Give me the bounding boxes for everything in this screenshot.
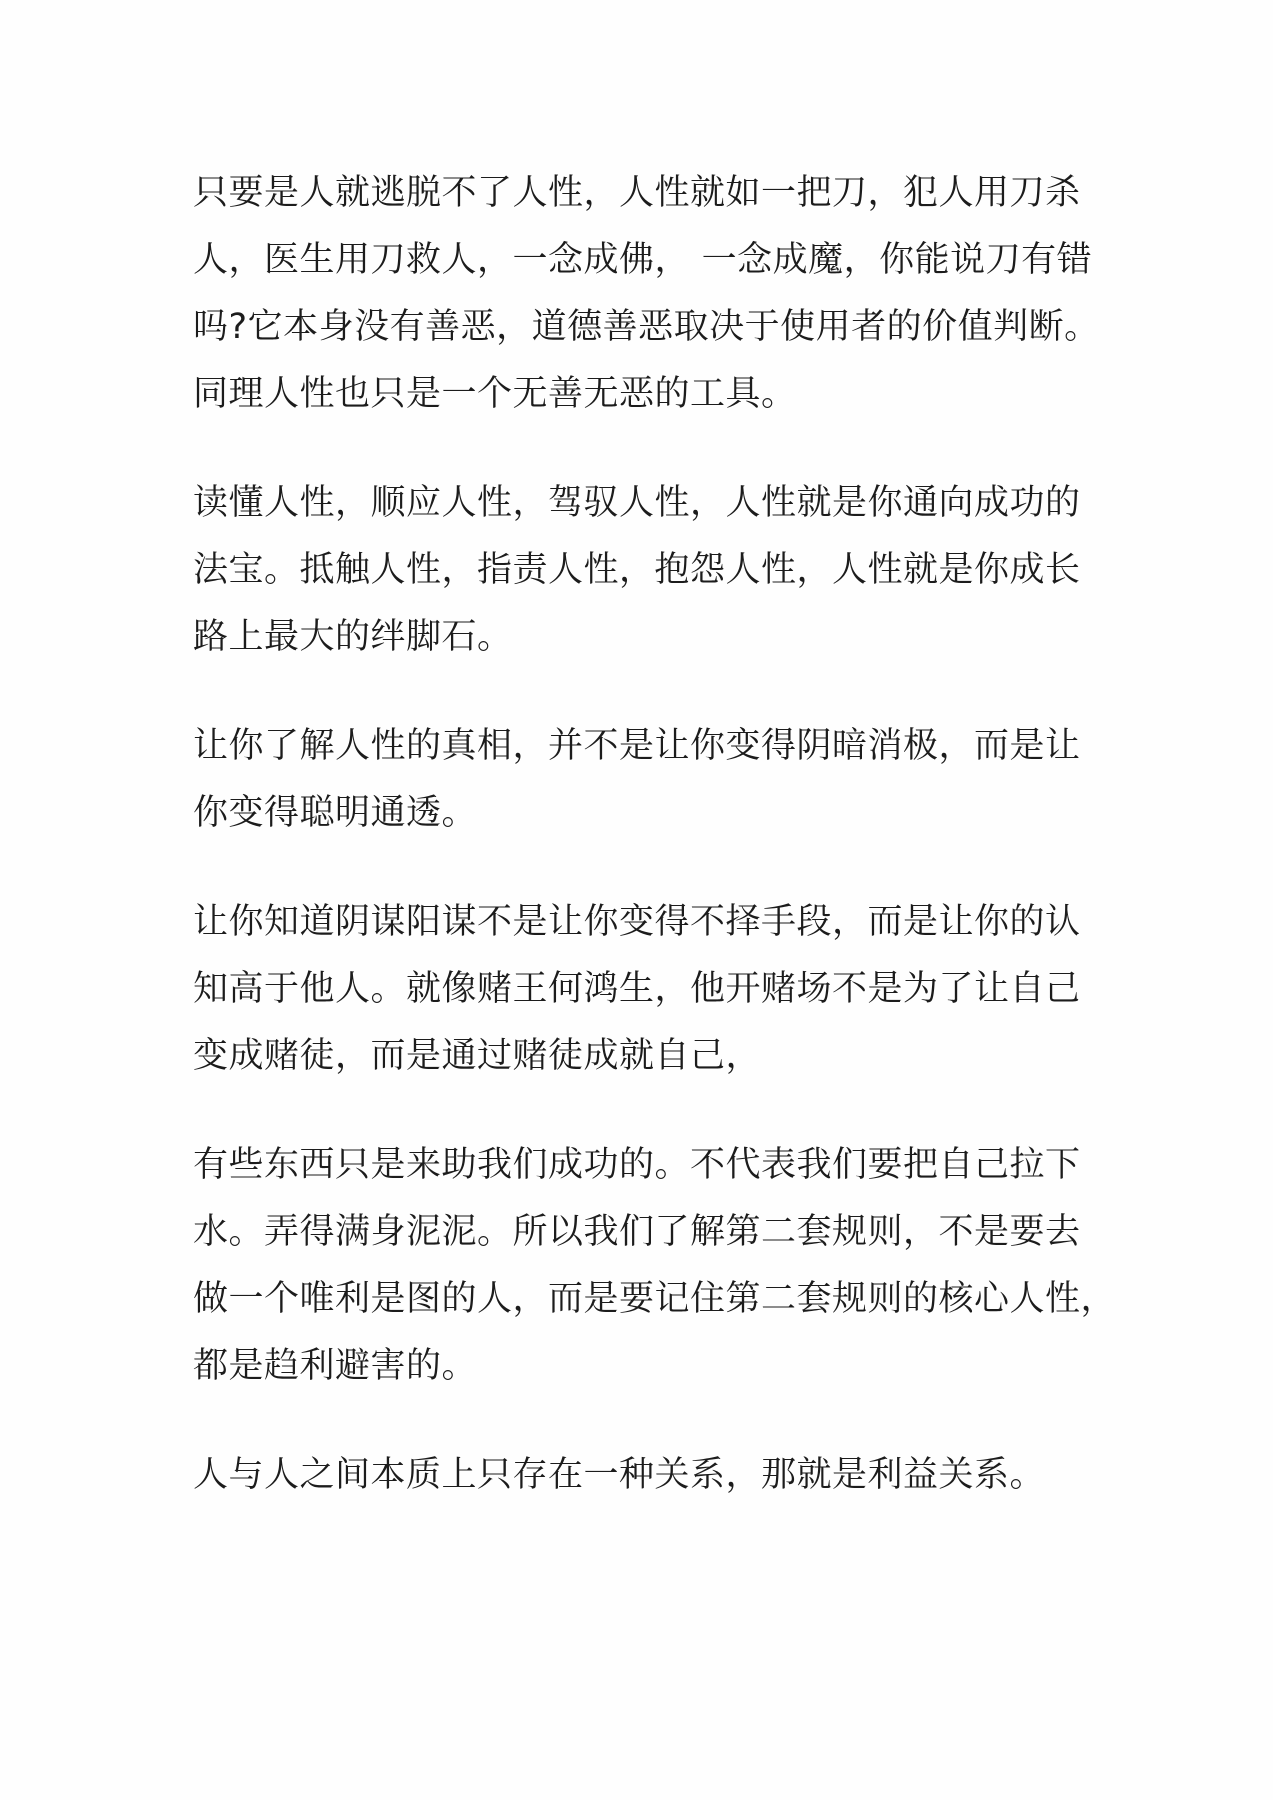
text-line: 读懂人性，顺应人性，驾驭人性，人性就是你通向成功的 [193, 483, 1081, 523]
paragraph-1 [193, 160, 1113, 428]
text-line: 只要是人就逃脱不了人性，人性就如一把刀，犯人用刀杀 [193, 173, 1081, 213]
text-line: 做一个唯利是图的人，而是要记住第二套规则的核心人性， [193, 1279, 1117, 1319]
paragraph-2 [193, 470, 1113, 671]
text-line: 人，医生用刀救人，一念成佛， 一念成魔，你能说刀有错 [193, 240, 1093, 280]
text-line: 知高于他人。就像赌王何鸿生，他开赌场不是为了让自己 [193, 969, 1081, 1009]
document-body [193, 160, 1117, 1551]
text-line: 都是趋利避害的。 [193, 1346, 478, 1386]
paragraph-5 [193, 1132, 1117, 1400]
text-line: 让你了解人性的真相，并不是让你变得阴暗消极，而是让 [193, 726, 1081, 766]
paragraph-3 [193, 713, 1113, 847]
text-line: 水。弄得满身泥泥。所以我们了解第二套规则，不是要去 [193, 1212, 1081, 1252]
text-line: 路上最大的绊脚石。 [193, 617, 513, 657]
paragraph-6 [193, 1442, 1113, 1509]
paragraph-4 [193, 889, 1113, 1090]
text-line: 人与人之间本质上只存在一种关系，那就是利益关系。 [193, 1455, 1046, 1495]
text-line: 你变得聪明通透。 [193, 793, 478, 833]
text-line: 同理人性也只是一个无善无恶的工具。 [193, 374, 797, 414]
text-line: 让你知道阴谋阳谋不是让你变得不择手段，而是让你的认 [193, 902, 1081, 942]
text-line: 变成赌徒，而是通过赌徒成就自己， [193, 1036, 762, 1076]
text-line: 法宝。抵触人性，指责人性，抱怨人性，人性就是你成长 [193, 550, 1081, 590]
text-line: 吗?它本身没有善恶，道德善恶取决于使用者的价值判断。 [193, 307, 1100, 347]
text-line: 有些东西只是来助我们成功的。不代表我们要把自己拉下 [193, 1145, 1081, 1185]
